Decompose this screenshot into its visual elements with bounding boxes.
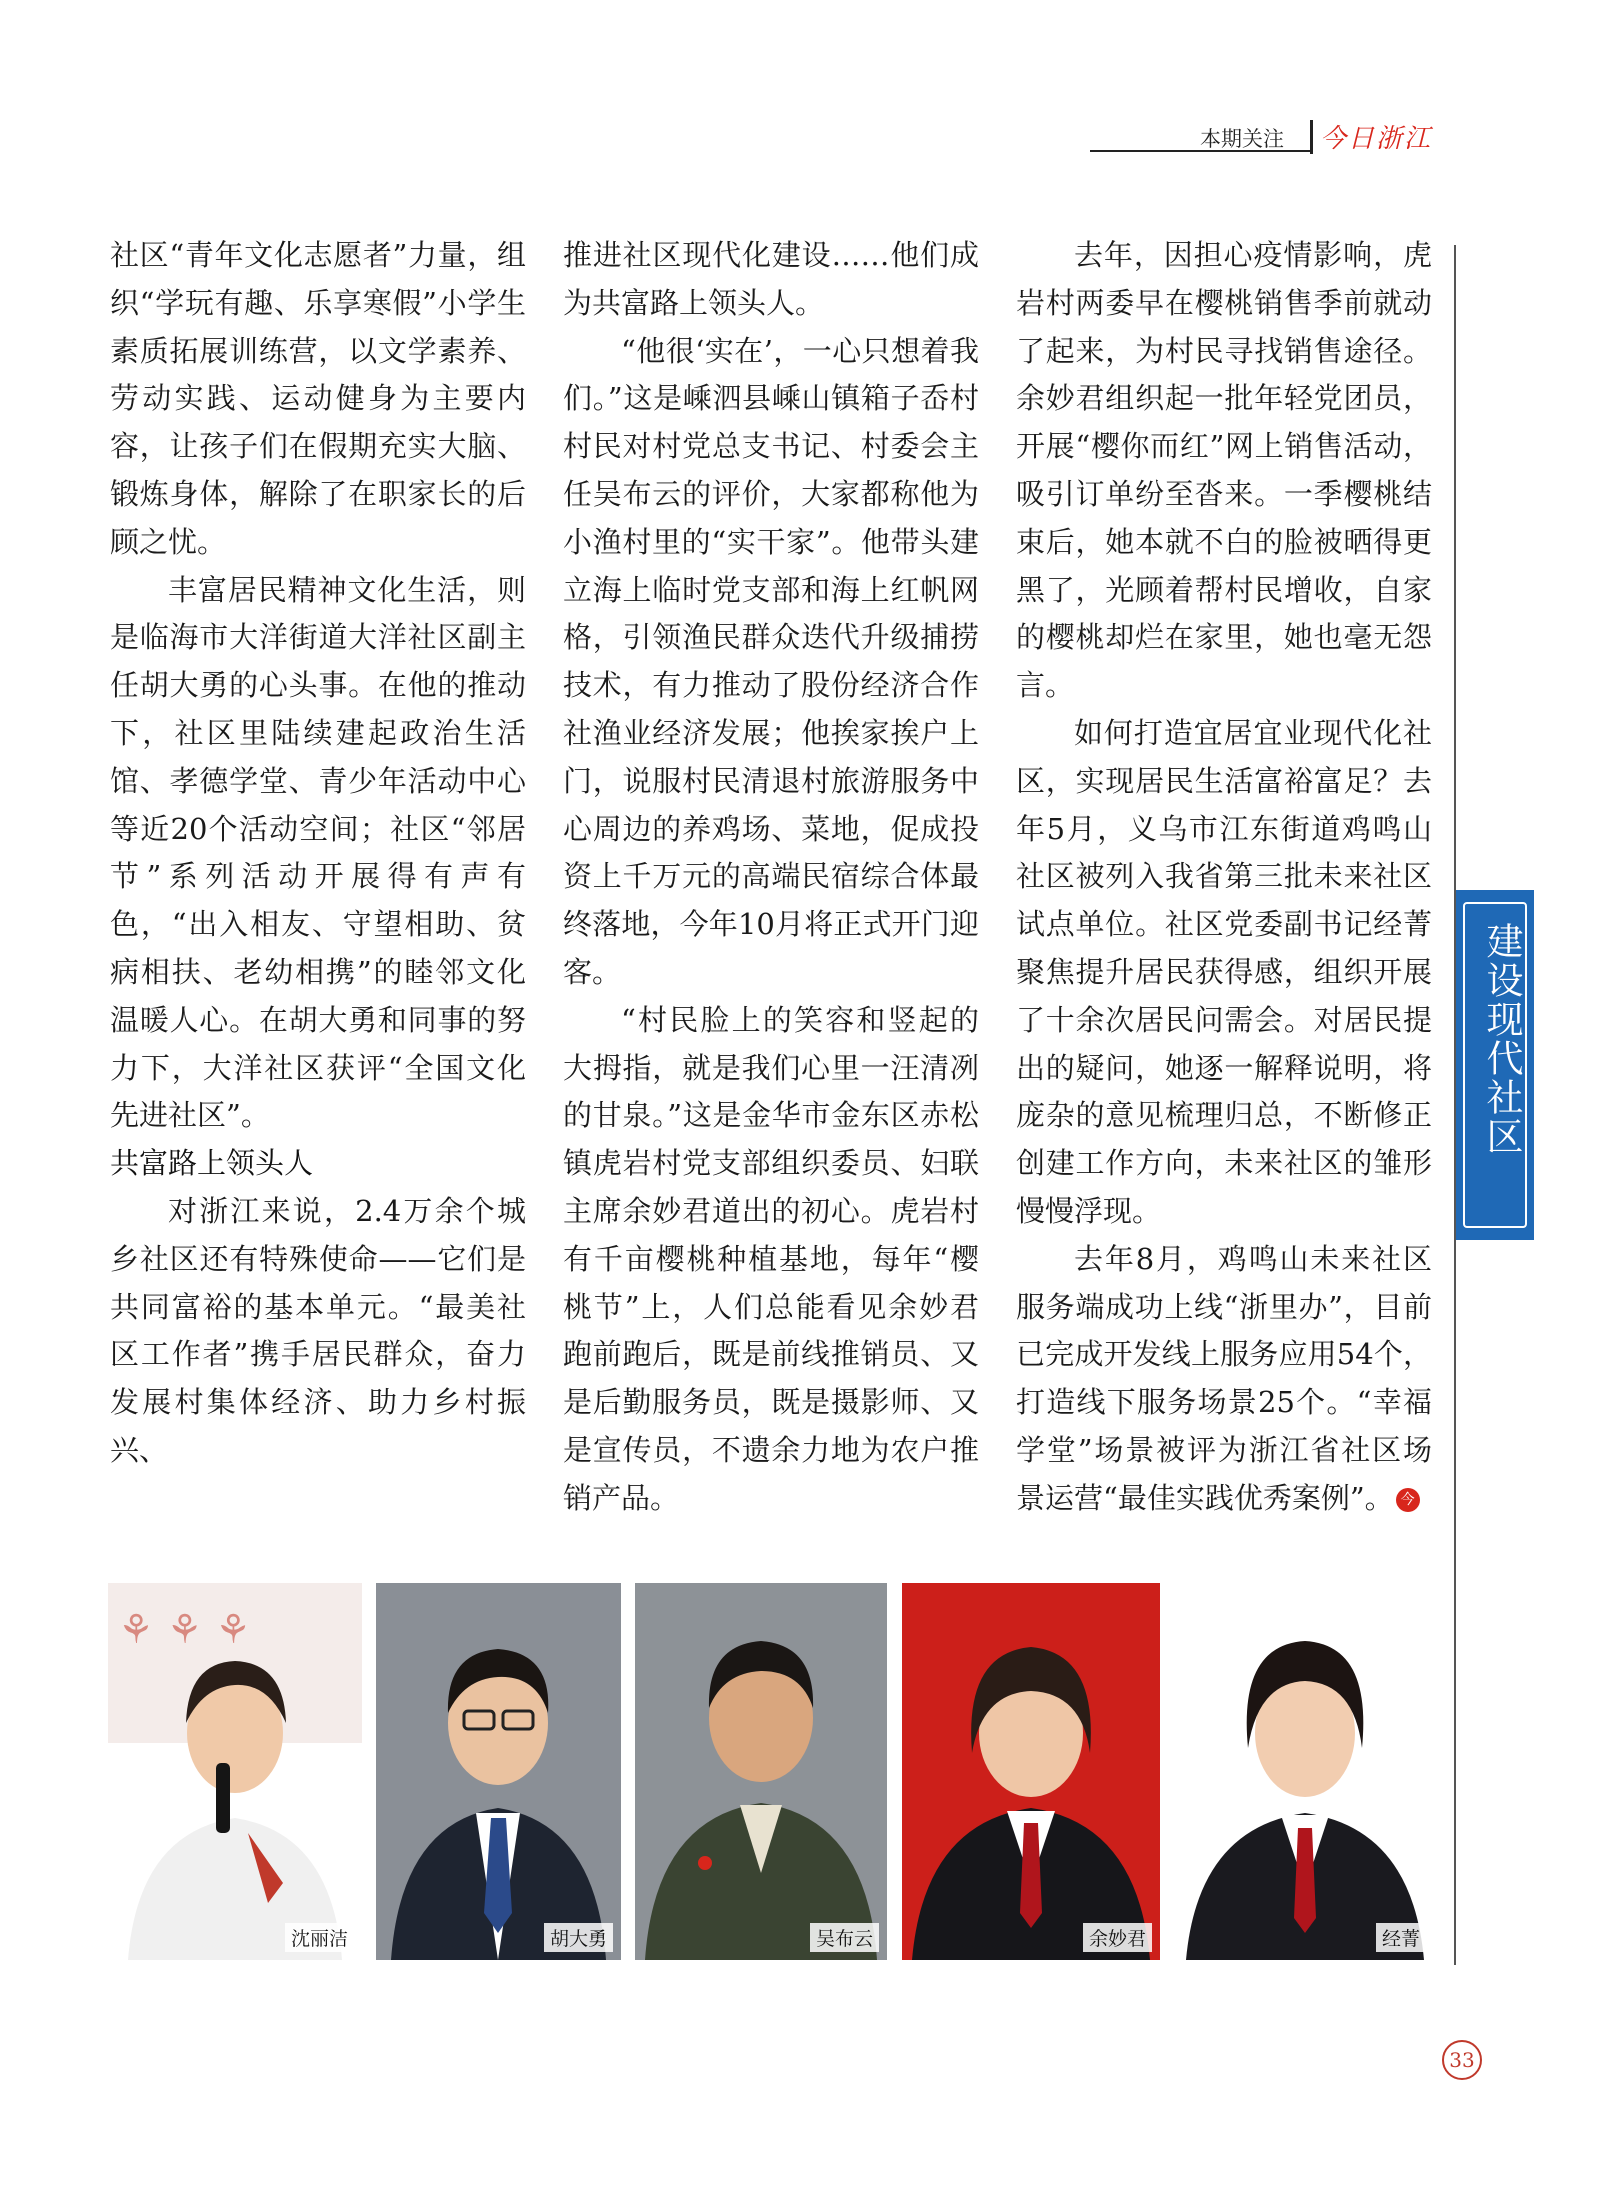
paragraph: 丰富居民精神文化生活，则是临海市大洋街道大洋社区副主任胡大勇的心头事。在他的推动下，社区里陆续建起政治生活馆、孝德学堂、青少年活动中心等近20个活动空间；社区“邻居节”系列活动开展得有声有色，“出入相友、守望相助、贫病相扶、老幼相携”的睦邻文化温暖人心。在胡大勇和同事的努力下，大洋社区获评“全国文化先进社区”。 [110,572,526,1133]
article-column-3 [1016,232,1432,1523]
photo-caption: 经菁 [1376,1923,1426,1952]
paragraph: 如何打造宜居宜业现代化社区，实现居民生活富裕富足？去年5月，义乌市江东街道鸡鸣山社区被列入我省第三批未来社区试点单位。社区党委副书记经菁聚焦提升居民获得感，组织开展了十余次居民问需会。对居民提出的疑问，她逐一解释说明，将庞杂的意见梳理归总，不断修正创建工作方向，未来社区的雏形慢慢浮现。 [1016,715,1432,1228]
paragraph: “他很‘实在’，一心只想着我们。”这是嵊泗县嵊山镇箱子岙村村民对村党总支书记、村委会主任吴布云的评价，大家都称他为小渔村里的“实干家”。他带头建立海上临时党支部和海上红帆网格，引领渔民群众迭代升级捕捞技术，有力推动了股份经济合作社渔业经济发展；他挨家挨户上门，说服村民清退村旅游服务中心周边的养鸡场、菜地，促成投资上千万元的高端民宿综合体最终落地，今年10月将正式开门迎客。 [563,333,979,989]
article-end-mark: 今 [1396,1488,1420,1512]
svg-text:⚘ ⚘ ⚘: ⚘ ⚘ ⚘ [118,1607,252,1653]
section-heading: 共富路上领头人 [110,1146,314,1181]
section-side-tab [1456,890,1534,1240]
photo-caption: 沈丽洁 [285,1923,354,1952]
header-section-label: 本期关注 [1200,127,1284,151]
portrait-photo-3 [635,1583,887,1960]
article-column-2 [563,232,979,1523]
portrait-image [635,1583,887,1960]
portrait-photo-5 [1176,1583,1434,1960]
photo-caption: 胡大勇 [544,1923,613,1952]
portrait-image [108,1583,362,1960]
paragraph [1016,1236,1432,1523]
portrait-image [376,1583,621,1960]
photo-caption: 余妙君 [1083,1923,1152,1952]
paragraph: 对浙江来说，2.4万余个城乡社区还有特殊使命——它们是共同富裕的基本单元。“最美社区工作者”携手居民群众，奋力发展村集体经济、助力乡村振兴、 [110,1193,526,1467]
paragraph: 去年，因担心疫情影响，虎岩村两委早在樱桃销售季前就动了起来，为村民寻找销售途径。余妙君组织起一批年轻党团员，开展“樱你而红”网上销售活动，吸引订单纷至沓来。一季樱桃结束后，她本就不白的脸被晒得更黑了，光顾着帮村民增收，自家的樱桃却烂在家里，她也毫无怨言。 [1016,238,1432,703]
photo-caption: 吴布云 [810,1923,879,1952]
paragraph-text: 去年8月，鸡鸣山未来社区服务端成功上线“浙里办”，目前已完成开发线上服务应用54个，打造线下服务场景25个。“幸福学堂”场景被评为浙江省社区场景运营“最佳实践优秀案例”。 [1016,1241,1432,1515]
side-tab-label: 建设现代社区 [1480,922,1523,1156]
article-column-1 [110,232,526,1475]
magazine-logo: 今日浙江 [1320,124,1433,154]
portrait-photo-2 [376,1583,621,1960]
portrait-photo-1 [108,1583,362,1960]
paragraph: “村民脸上的笑容和竖起的大拇指，就是我们心里一汪清冽的甘泉。”这是金华市金东区赤松镇虎岩村党支部组织委员、妇联主席余妙君道出的初心。虎岩村有千亩樱桃种植基地，每年“樱桃节”上，人们总能看见余妙君跑前跑后，既是前线推销员、又是后勤服务员，既是摄影师、又是宣传员，不遗余力地为农户推销产品。 [563,1002,979,1515]
paragraph: 推进社区现代化建设……他们成为共富路上领头人。 [563,238,979,320]
portrait-image [1176,1583,1434,1960]
side-tab-frame [1463,902,1527,1228]
paragraph: 社区“青年文化志愿者”力量，组织“学玩有趣、乐享寒假”小学生素质拓展训练营，以文学素养、劳动实践、运动健身为主要内容，让孩子们在假期充实大脑、锻炼身体，解除了在职家长的后顾之忧。 [110,238,526,559]
portrait-photo-4 [902,1583,1160,1960]
page-number: 33 [1442,2040,1482,2080]
portrait-image [902,1583,1160,1960]
header-divider [1310,120,1313,154]
